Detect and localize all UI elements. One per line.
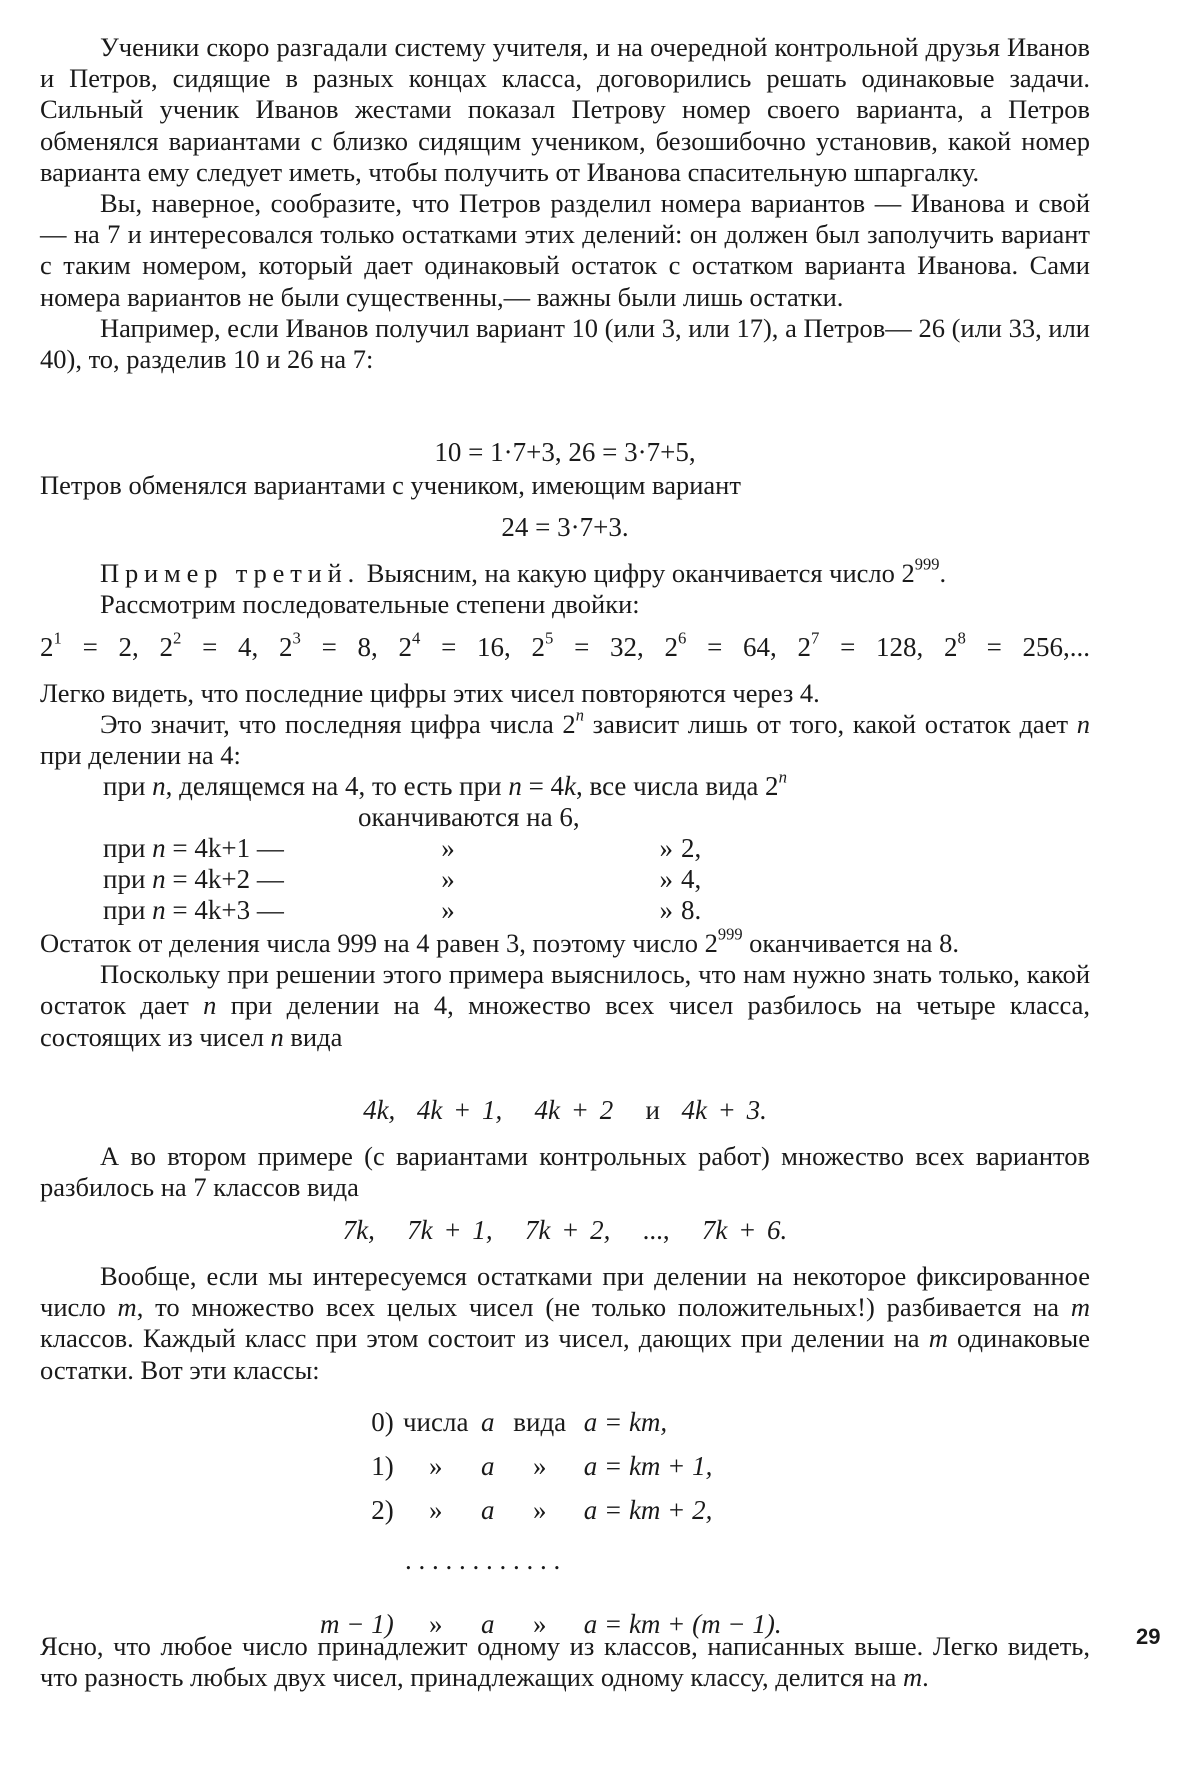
- power-term: $2^7 = 128$,: [797, 628, 924, 662]
- paragraph-11: А во втором примере (с вариантами контрольных работ) множество всех вариантов разбилось на 7 классов вида: [40, 1141, 1090, 1203]
- power-term: $2^8 = 256$,...: [944, 628, 1091, 662]
- division-equation: 10 = 1·7+3, 26 = 3·7+5,: [434, 437, 696, 467]
- page-number: 29: [1136, 1624, 1161, 1649]
- seven-classes: 7k, 7k + 1, 7k + 2, ..., 7k + 6.: [342, 1215, 788, 1245]
- paragraph-10: Поскольку при решении этого примера выяснилось, что нам нужно знать только, какой остаток дает n при делении на 4, множество всех чисел разбилось на четыре класса, состоящих из чисел n вида: [40, 959, 1090, 1052]
- class-row: 2) » a » a = km + 2,: [371, 1494, 713, 1525]
- paragraph-7: Легко видеть, что последние цифры этих чисел повторяются через 4.: [40, 678, 820, 708]
- power-term: $2^2 = 4$,: [159, 628, 259, 662]
- cases-table: [103, 833, 701, 926]
- paragraph-5: Пример третий. Выясним, на какую цифру оканчивается число $2^{999}$.: [100, 554, 947, 588]
- case-first-line-2: оканчиваются на 6,: [358, 802, 580, 832]
- power-term: $2^1 = 2$,: [40, 628, 139, 662]
- m-classes-table: [320, 1400, 782, 1646]
- text-block-3: [40, 554, 1090, 620]
- paragraph-4: Петров обменялся вариантами с учеником, имеющим вариант: [40, 470, 741, 500]
- example-label: Пример третий.: [100, 558, 361, 588]
- class-row: 0) числа a вида a = km,: [371, 1406, 668, 1437]
- text-block-8: [40, 1631, 1090, 1693]
- case-row: при n = 4k+2 — » » 4,: [103, 864, 702, 894]
- paragraph-1: Ученики скоро разгадали систему учителя, и на очередной контрольной друзья Иванов и Петров, сидящие в разных концах класса, договорились решать одинаковые задачи. Сильный ученик Иванов жестами показал Петрову номер своего варианта, а Петров обменялся вариантами с близко сидящим учеником, безошибочно установив, какой номер варианта ему следует иметь, чтобы получить от Иванова спасительную шпаргалку.: [40, 32, 1090, 187]
- text-block-6: [40, 1141, 1090, 1203]
- case-first-line: при n, делящемся на 4, то есть при n = 4k, все числа вида 2$^n$: [103, 767, 787, 801]
- text-block-4: [40, 678, 1090, 772]
- powers-of-two: [40, 628, 1091, 663]
- paragraph-12: Вообще, если мы интересуемся остатками при делении на некоторое фиксированное число m, то множество всех целых чисел (не только положительных!) разбивается на m классов. Каждый класс при этом состоит из чисел, дающих при делении на m одинаковые остатки. Вот эти классы:: [40, 1261, 1090, 1385]
- text-block-5: [40, 924, 1090, 1053]
- case-row: при n = 4k+1 — » » 2,: [103, 833, 702, 863]
- paragraph-13: Ясно, что любое число принадлежит одному из классов, написанных выше. Легко видеть, что разность любых двух чисел, принадлежащих одному классу, делится на m.: [40, 1631, 1090, 1693]
- power-term: $2^6 = 64$,: [664, 628, 777, 662]
- variant-24-equation: 24 = 3·7+3.: [501, 512, 629, 542]
- paragraph-2: Вы, наверное, сообразите, что Петров разделил номера вариантов — Иванова и свой — на 7 и интересовался только остатками этих делений: он должен был заполучить вариант с таким номером, который дает одинаковый остаток с остатком варианта Иванова. Сами номера вариантов не были существенны,— важны были лишь остатки.: [40, 188, 1090, 312]
- power-term: $2^3 = 8$,: [279, 628, 378, 662]
- power-term: $2^4 = 16$,: [398, 628, 511, 662]
- text-block-1: [40, 32, 1090, 375]
- ellipsis-row: . . . . . . . . . . . .: [405, 1545, 561, 1575]
- paragraph-9: Остаток от деления числа 999 на 4 равен 3, поэтому число $2^{999}$ оканчивается на 8.: [40, 924, 959, 958]
- text-block-2: [40, 470, 1090, 501]
- paragraph-8: Это значит, что последняя цифра числа 2$^n$ зависит лишь от того, какой остаток дает n при делении на 4:: [40, 705, 1090, 771]
- paragraph-6: Рассмотрим последовательные степени двойки:: [100, 589, 640, 620]
- class-row: m − 1) » a » a = km + (m − 1).: [320, 1608, 782, 1639]
- power-term: $2^5 = 32$,: [531, 628, 644, 662]
- text-block-7: [40, 1261, 1090, 1386]
- four-classes: 4k, 4k + 1, 4k + 2 и 4k + 3.: [363, 1095, 767, 1125]
- case-row: при n = 4k+3 — » » 8.: [103, 895, 702, 925]
- paragraph-3: Например, если Иванов получил вариант 10 (или 3, или 17), а Петров— 26 (или 33, или 40), то, разделив 10 и 26 на 7:: [40, 312, 1090, 375]
- class-row: 1) » a » a = km + 1,: [371, 1450, 713, 1481]
